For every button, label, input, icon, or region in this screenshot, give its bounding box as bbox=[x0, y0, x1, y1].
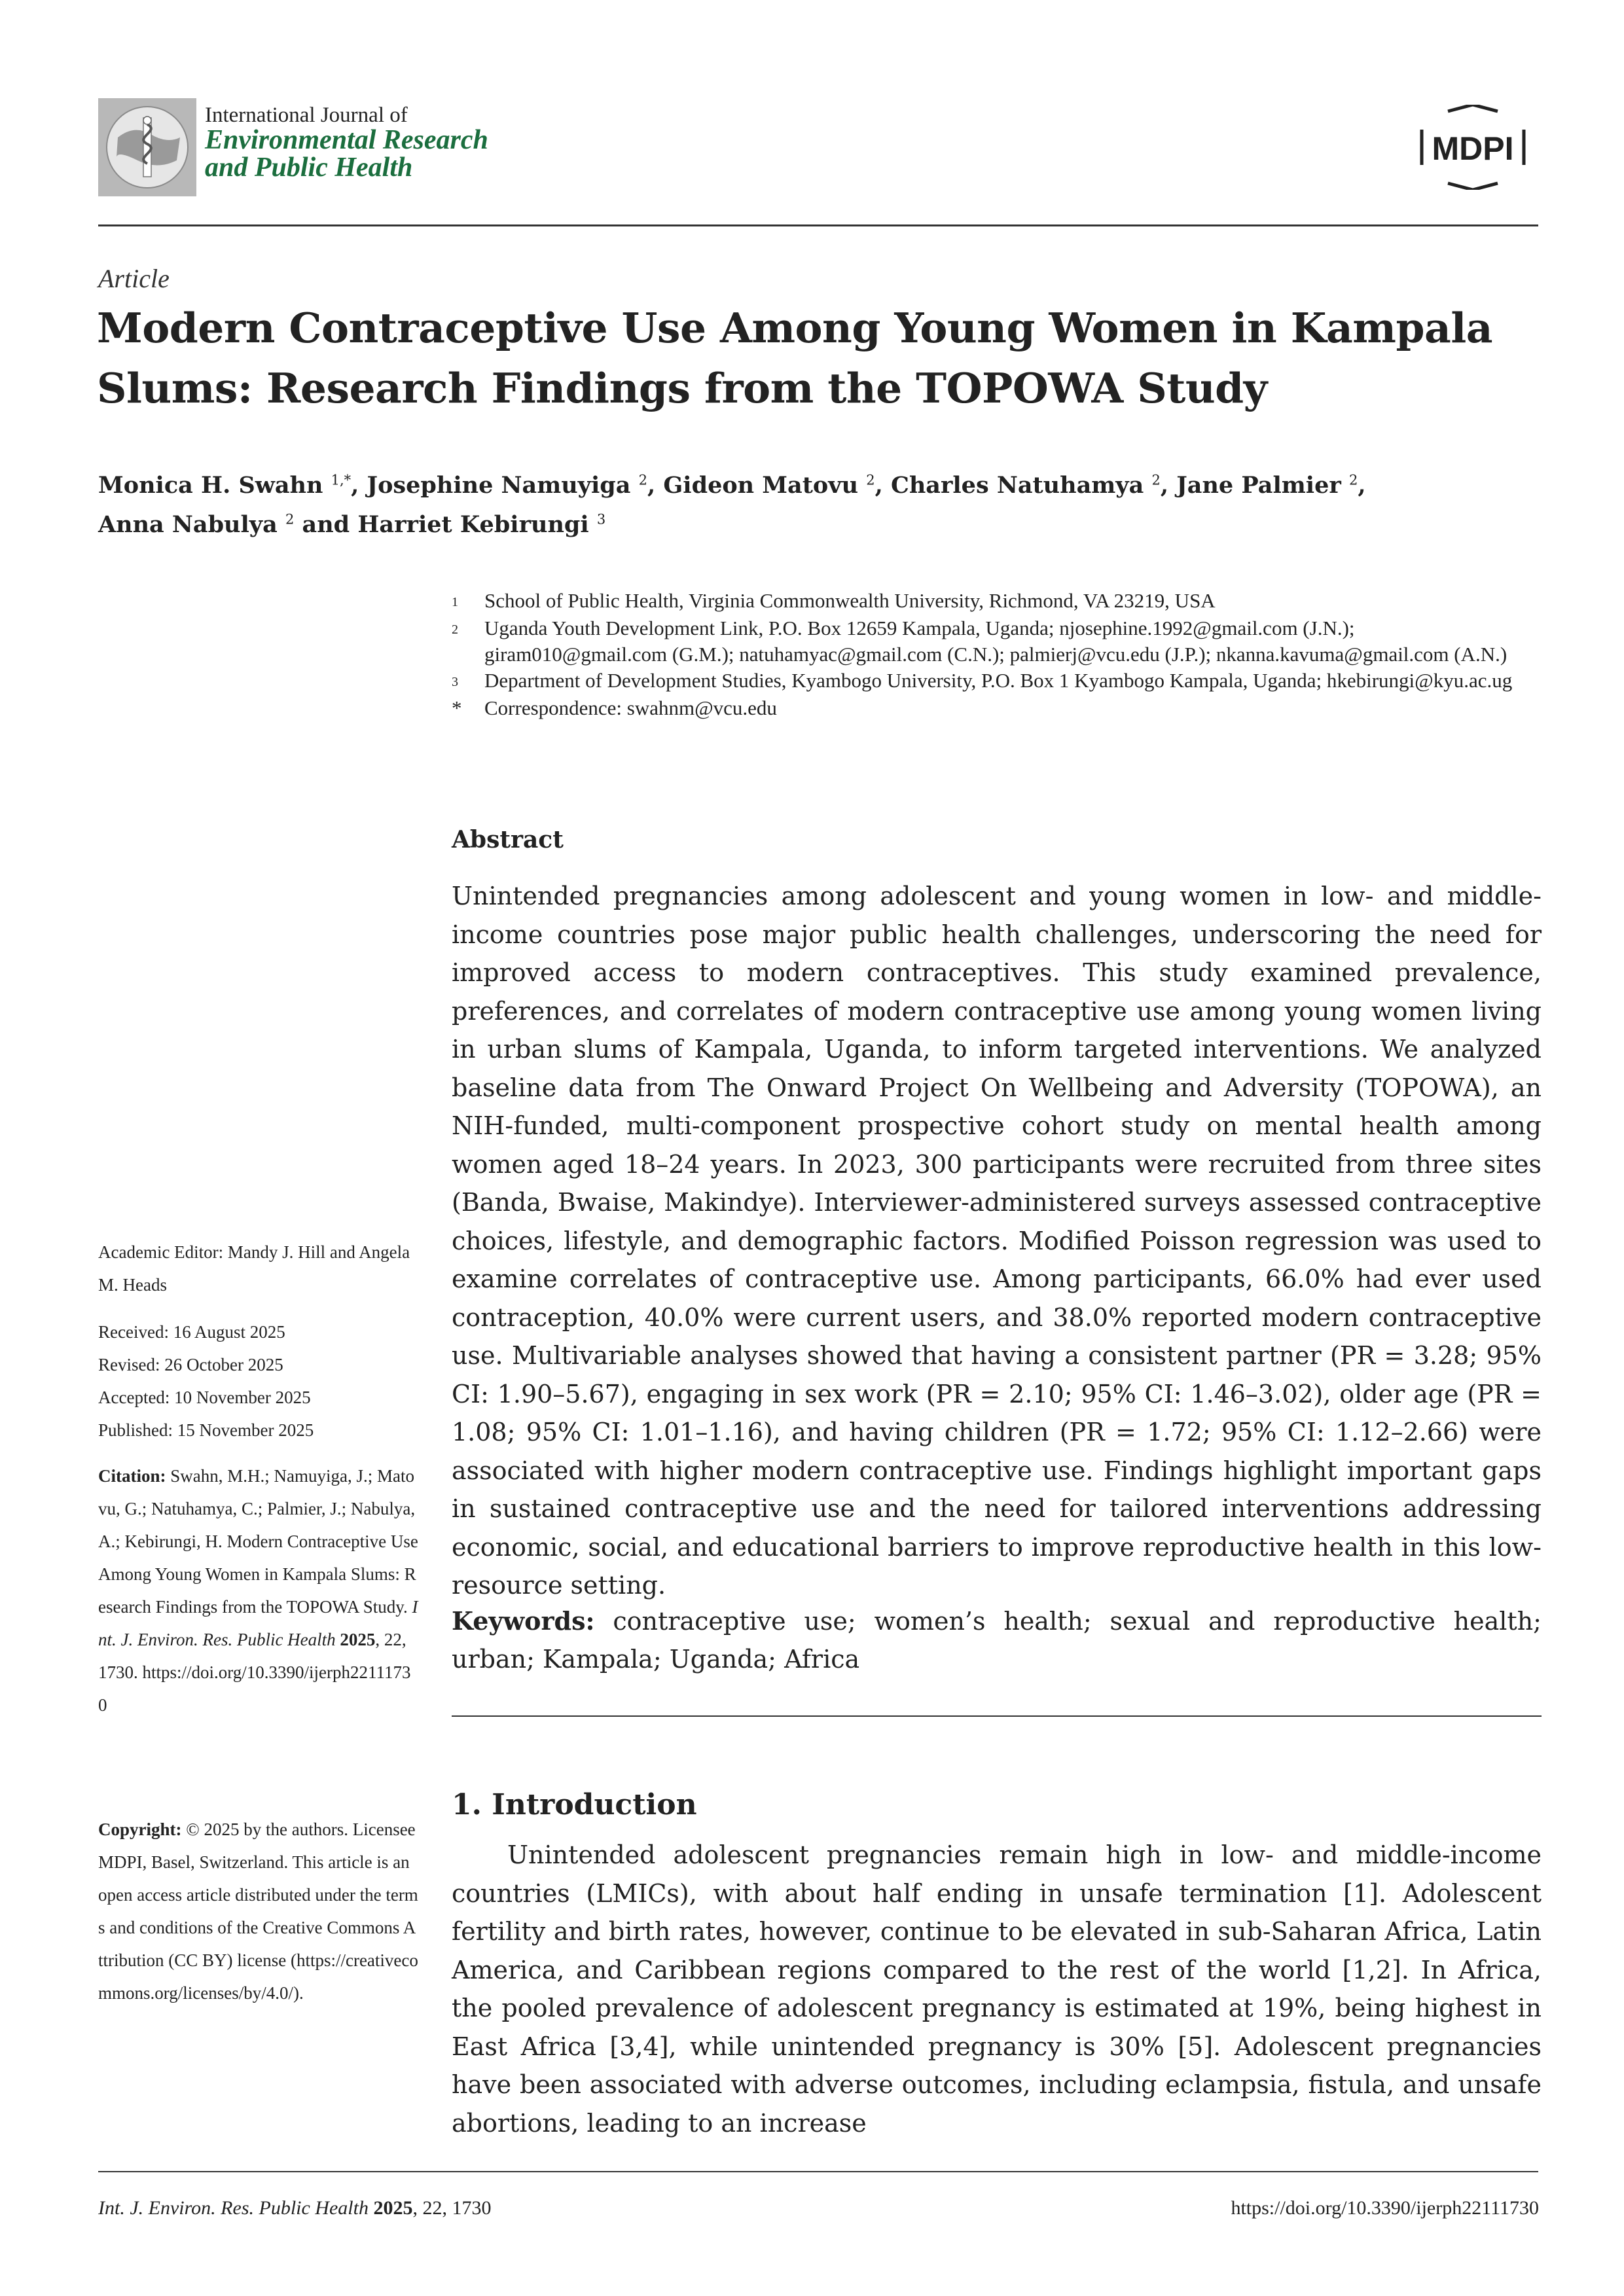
author-affiliation-marker: 2 bbox=[1348, 472, 1358, 488]
author-affiliation-marker: 2 bbox=[285, 511, 295, 528]
footer-year: 2025 bbox=[373, 2197, 413, 2219]
received-date: Received: 16 August 2025 bbox=[98, 1322, 285, 1342]
journal-name-line-2: Environmental Research bbox=[205, 125, 488, 155]
journal-name-line-3: and Public Health bbox=[205, 152, 413, 183]
copyright bbox=[98, 1813, 419, 2009]
affiliation-number: 3 bbox=[452, 675, 458, 689]
author-list: Monica H. Swahn $^{1,*}$, Josephine Namuyiga $^2$, Gideon Matovu $^2$, Charles Natuhamya $^2$, Jane Palmier $^2$, Anna Nabulya $^2$ and Harriet Kebirungi $^3$ bbox=[98, 472, 1366, 538]
journal-name-line-1: International Journal of bbox=[205, 103, 408, 127]
author-name: Monica H. Swahn $^{1,*}$ bbox=[98, 472, 352, 499]
mdpi-logo bbox=[1407, 105, 1538, 190]
affiliation-item bbox=[452, 668, 1538, 695]
author-name: Charles Natuhamya $^2$ bbox=[890, 472, 1161, 499]
mdpi-logo-text: MDPI bbox=[1432, 130, 1514, 167]
citation-journal: Int. J. Environ. Res. Public Health bbox=[98, 1597, 418, 1649]
citation bbox=[98, 1460, 419, 1721]
author-affiliation-marker: 2 bbox=[638, 472, 648, 488]
introduction-heading: 1. Introduction bbox=[452, 1788, 697, 1821]
affiliations bbox=[452, 588, 1538, 721]
author-affiliation-marker: 2 bbox=[866, 472, 875, 488]
affiliation-item bbox=[452, 615, 1538, 668]
affiliation-text: Department of Development Studies, Kyambogo University, P.O. Box 1 Kyambogo Kampala, Uganda; hkebirungi@kyu.ac.ug bbox=[484, 669, 1513, 692]
author-name: Jane Palmier $^2$ bbox=[1176, 472, 1358, 499]
footer-volume-page: , 22, 1730 bbox=[412, 2197, 492, 2219]
footer-citation bbox=[98, 2197, 491, 2219]
citation-year: 2025 bbox=[340, 1630, 376, 1649]
section-divider bbox=[452, 1715, 1542, 1717]
author-name: Gideon Matovu $^2$ bbox=[663, 472, 875, 499]
author-affiliation-marker: 2 bbox=[1151, 472, 1161, 488]
article-type: Article bbox=[98, 264, 170, 293]
affiliation-text: Uganda Youth Development Link, P.O. Box 12659 Kampala, Uganda; njosephine.1992@gmail.com (J.N.); giram010@gmail.com (G.M.); natuhamyac@gmail.com (C.N.); palmierj@vcu.edu (J.P.); nkanna.kavuma@gmail.com (A.N.) bbox=[484, 617, 1507, 666]
keywords bbox=[452, 1602, 1542, 1678]
published-date: Published: 15 November 2025 bbox=[98, 1420, 314, 1440]
academic-editor: Academic Editor: Mandy J. Hill and Angela M. Heads bbox=[98, 1242, 410, 1295]
abstract-text: Unintended pregnancies among adolescent and young women in low- and middle-income countries pose major public health challenges, underscoring the need for improved access to modern contraceptives. This study examined prevalence, preferences, and correlates of modern contraceptive use among young women living in urban slums of Kampala, Uganda, to inform targeted interventions. We analyzed baseline data from The Onward Project On Wellbeing and Adversity (TOPOWA), an NIH-funded, multi-component prospective cohort study on mental health among women aged 18–24 years. In 2023, 300 participants were recruited from three sites (Banda, Bwaise, Makindye). Interviewer-administered surveys assessed contraceptive choices, lifestyle, and demographic factors. Modified Poisson regression was used to examine correlates of contraceptive use. Among participants, 66.0% had ever used contraception, 40.0% were current users, and 38.0% reported modern contraceptive use. Multivariable analyses showed that having a consistent partner (PR = 3.28; 95% CI: 1.90–5.67), engaging in sex work (PR = 2.10; 95% CI: 1.46–3.02), older age (PR = 1.08; 95% CI: 1.01–1.16), and having children (PR = 1.72; 95% CI: 1.12–2.66) were associated with higher modern contraceptive use. Findings highlight important gaps in sustained contraceptive use and the need for tailored interventions addressing economic, social, and educational barriers to improve reproductive health in this low-resource setting. bbox=[452, 882, 1542, 1600]
copyright-text: © 2025 by the authors. Licensee MDPI, Basel, Switzerland. This article is an open access article distributed under the terms and conditions of the Creative Commons Attribution (CC BY) license (https://creativecommons.org/licenses/by/4.0/). bbox=[98, 1820, 418, 2003]
citation-label: Citation: bbox=[98, 1466, 166, 1486]
affiliation-text: School of Public Health, Virginia Commonwealth University, Richmond, VA 23219, USA bbox=[484, 589, 1216, 612]
citation-rest[interactable]: , 22, 1730. https://doi.org/10.3390/ijerph22111730 bbox=[98, 1630, 411, 1715]
author-name: Josephine Namuyiga $^2$ bbox=[367, 472, 648, 499]
affiliation-number: 2 bbox=[452, 622, 458, 637]
header-divider bbox=[98, 224, 1538, 226]
affiliation-item bbox=[452, 588, 1538, 615]
keywords-label: Keywords: bbox=[452, 1606, 595, 1636]
affiliation-item bbox=[452, 695, 1538, 721]
journal-logo bbox=[98, 98, 196, 196]
affiliation-number: * bbox=[452, 696, 462, 719]
footer-doi-link[interactable]: https://doi.org/10.3390/ijerph22111730 bbox=[1231, 2197, 1539, 2219]
footer-divider bbox=[98, 2171, 1538, 2172]
keywords-text: contraceptive use; women’s health; sexual and reproductive health; urban; Kampala; Uganda; Africa bbox=[452, 1607, 1542, 1674]
footer-journal: Int. J. Environ. Res. Public Health bbox=[98, 2197, 369, 2219]
publication-dates bbox=[98, 1316, 419, 1446]
author-affiliation-marker: 3 bbox=[596, 511, 606, 528]
author-affiliation-marker: 1,* bbox=[331, 472, 352, 488]
revised-date: Revised: 26 October 2025 bbox=[98, 1355, 283, 1374]
citation-text: Swahn, M.H.; Namuyiga, J.; Matovu, G.; Natuhamya, C.; Palmier, J.; Nabulya, A.; Kebirungi, H. Modern Contraceptive Use Among Young Women in Kampala Slums: Research Findings from the TOPOWA Study. bbox=[98, 1466, 418, 1617]
accepted-date: Accepted: 10 November 2025 bbox=[98, 1388, 311, 1407]
copyright-label: Copyright: bbox=[98, 1820, 182, 1839]
introduction-text: Unintended adolescent pregnancies remain high in low- and middle-income countries (LMICs), with about half ending in unsafe termination [1]. Adolescent fertility and birth rates, however, continue to be elevated in sub-Saharan Africa, Latin America, and Caribbean regions compared to the rest of the world [1,2]. In Africa, the pooled prevalence of adolescent pregnancy is estimated at 19%, being highest in East Africa [3,4], while unintended pregnancy is 30% [5]. Adolescent pregnancies have been associated with adverse outcomes, including eclampsia, fistula, and unsafe abortions, leading to an increase bbox=[452, 1840, 1542, 2138]
affiliation-number: 1 bbox=[452, 595, 458, 609]
article-title: Modern Contraceptive Use Among Young Women in Kampala Slums: Research Findings from the TOPOWA Study bbox=[97, 304, 1493, 412]
author-name: Anna Nabulya $^2$ bbox=[98, 511, 295, 538]
abstract-heading: Abstract bbox=[452, 826, 564, 853]
author-name: Harriet Kebirungi $^3$ bbox=[357, 511, 606, 538]
affiliation-text: Correspondence: swahnm@vcu.edu bbox=[484, 696, 777, 719]
